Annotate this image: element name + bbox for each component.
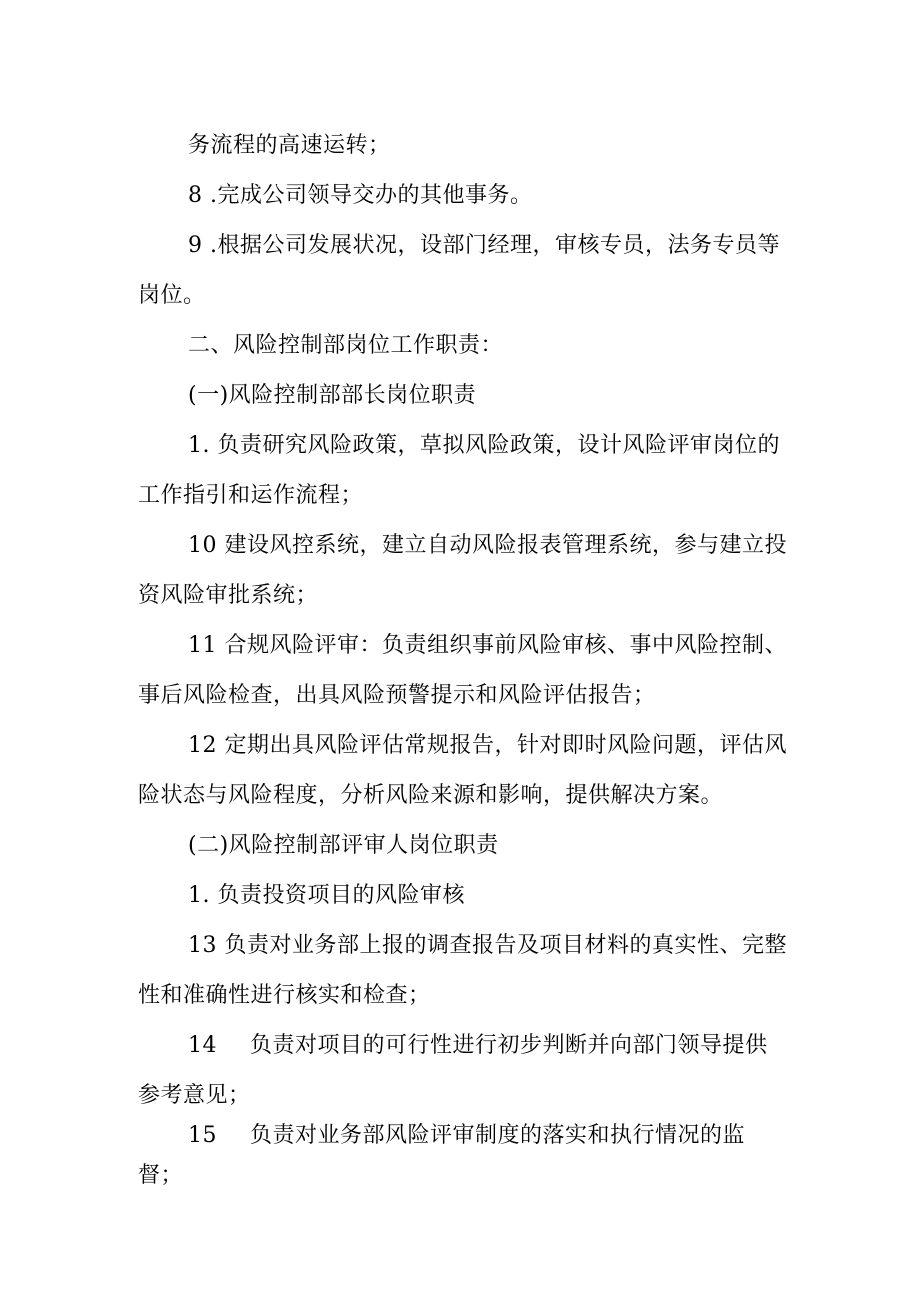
paragraph-line: 工作指引和运作流程； (138, 483, 364, 508)
paragraph-line: 负责对项目的可行性进行初步判断并向部门领导提供 (250, 1033, 768, 1058)
paragraph-line: 9 .根据公司发展状况，设部门经理，审核专员，法务专员等 (188, 233, 780, 258)
paragraph-line: 督； (138, 1163, 184, 1188)
paragraph-line: 负责对业务部风险评审制度的落实和执行情况的监 (250, 1123, 746, 1148)
paragraph-line: 险状态与风险程度，分析风险来源和影响，提供解决方案。 (138, 783, 724, 808)
subsection-heading: (二)风险控制部评审人岗位职责 (188, 833, 499, 858)
item-number: 15 (188, 1123, 217, 1148)
paragraph-line: 事后风险检查，出具风险预警提示和风险评估报告； (138, 683, 656, 708)
paragraph-line: 务流程的高速运转； (188, 133, 391, 158)
paragraph-line: 13 负责对业务部上报的调查报告及项目材料的真实性、完整 (188, 933, 787, 958)
paragraph-line: 参考意见； (138, 1083, 251, 1108)
subsection-heading: (一)风险控制部部长岗位职责 (188, 383, 477, 408)
section-heading: 二、风险控制部岗位工作职责： (188, 333, 504, 358)
paragraph-line: 12 定期出具风险评估常规报告，针对即时风险问题，评估风 (188, 733, 787, 758)
paragraph-line: 1. 负责研究风险政策，草拟风险政策，设计风险评审岗位的 (188, 433, 780, 458)
paragraph-line: 1. 负责投资项目的风险审核 (188, 883, 465, 908)
paragraph-line: 11 合规风险评审：负责组织事前风险审核、事中风险控制、 (188, 633, 787, 658)
paragraph-line: 资风险审批系统； (138, 583, 319, 608)
item-number: 14 (188, 1033, 217, 1058)
paragraph-line: 性和准确性进行核实和检查； (138, 983, 431, 1008)
paragraph-line: 10 建设风控系统，建立自动风险报表管理系统，参与建立投 (188, 533, 787, 558)
paragraph-line: 8 .完成公司领导交办的其他事务。 (188, 183, 533, 208)
paragraph-line: 岗位。 (138, 283, 206, 308)
